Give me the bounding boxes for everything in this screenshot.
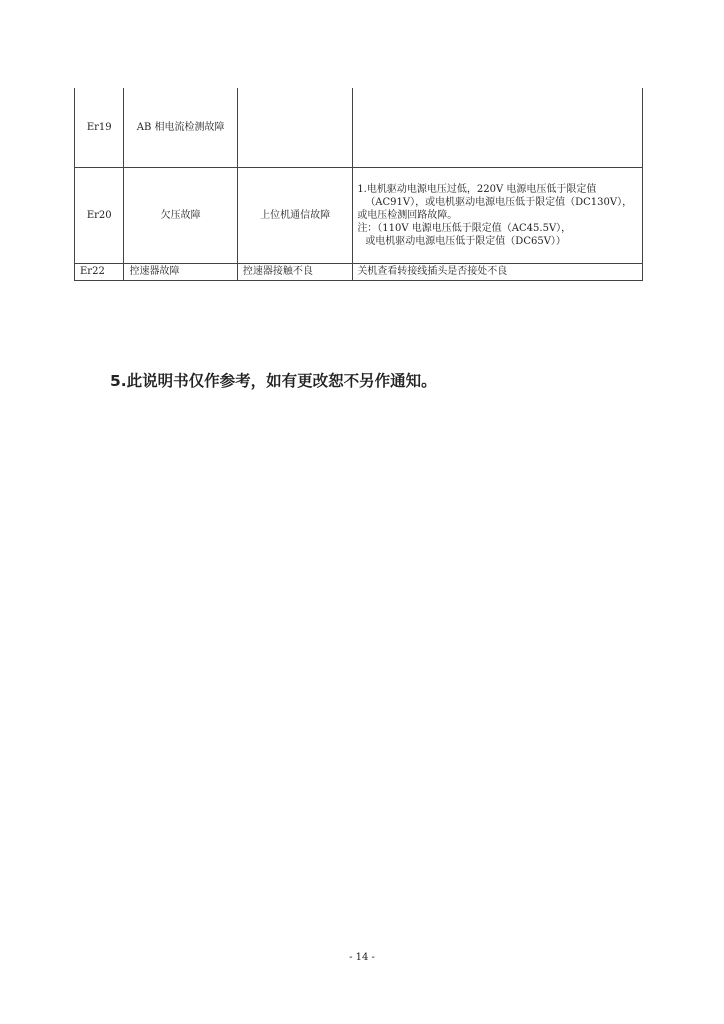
remedy-line: （AC91V），或电机驱动电源电压低于限定值（DC130V）， — [365, 197, 633, 208]
page-number: - 14 - — [349, 952, 375, 963]
fault-code-cell: Er19 — [75, 88, 124, 168]
remedy-line: 注：（110V 电源电压低于限定值（AC45.5V）， — [357, 223, 572, 234]
fault-name-cell: 欠压故障 — [124, 168, 237, 264]
remedy-line: 或电压检测回路故障。 — [357, 210, 458, 221]
remedy-line: 或电机驱动电源电压低于限定值（DC65V）） — [365, 236, 566, 247]
fault-code-table — [74, 88, 643, 281]
fault-cause-cell: 上位机通信故障 — [237, 168, 352, 264]
fault-code-cell: Er20 — [75, 168, 124, 264]
fault-code-cell: Er22 — [75, 264, 124, 281]
fault-remedy-cell — [353, 264, 643, 281]
fault-name-cell: 控速器故障 — [124, 264, 237, 281]
fault-cause-cell: 控速器接触不良 — [237, 264, 352, 281]
section-heading: 5.此说明书仅作参考，如有更改恕不另作通知。 — [110, 372, 437, 390]
fault-name-cell: AB 相电流检测故障 — [124, 88, 237, 168]
fault-remedy-cell — [353, 88, 643, 168]
table-row — [75, 88, 643, 168]
table-row — [75, 168, 643, 264]
table-row — [75, 264, 643, 281]
remedy-line: 1.电机驱动电源电压过低，220V 电源电压低于限定值 — [357, 184, 597, 195]
fault-remedy-cell — [353, 168, 643, 264]
fault-cause-cell — [237, 88, 352, 168]
remedy-line: 关机查看转接线插头是否接处不良 — [357, 266, 508, 277]
